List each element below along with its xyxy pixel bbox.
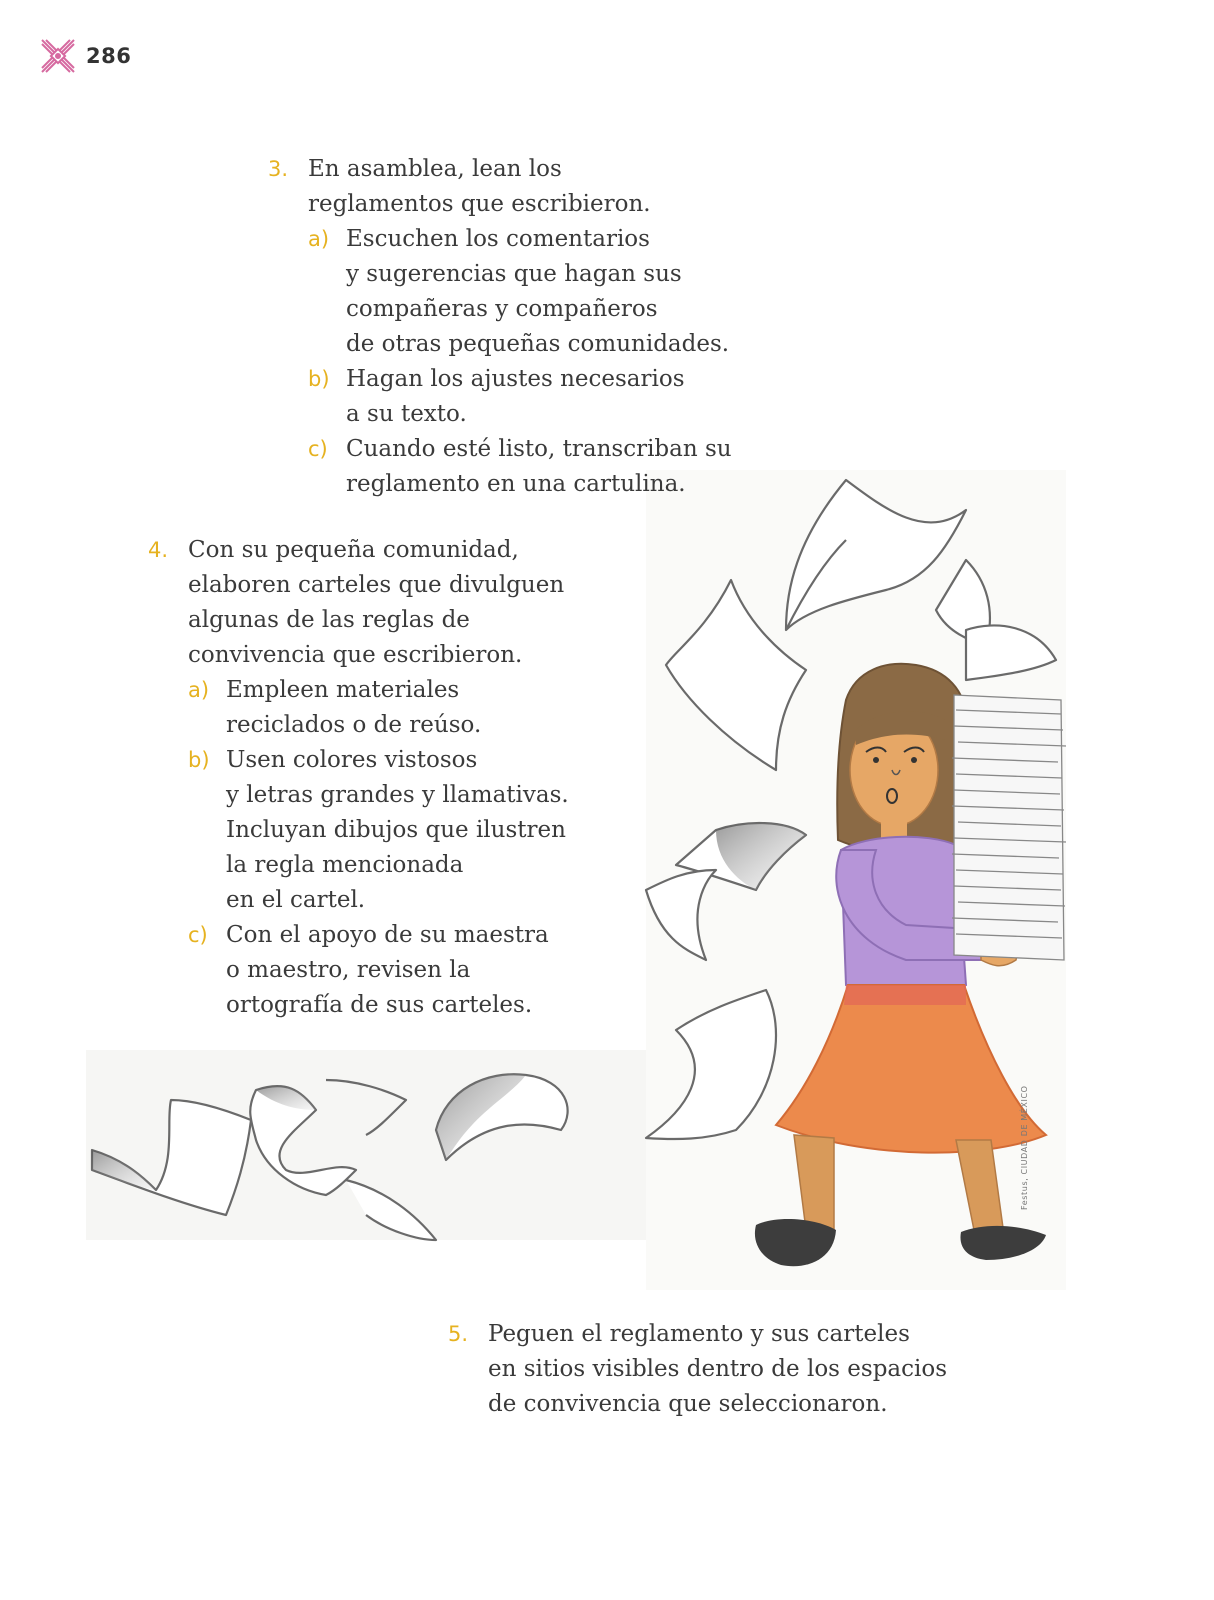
pink-woven-cross-icon — [38, 36, 78, 76]
substep-letter: c) — [188, 923, 208, 947]
substep-text-line: Incluyan dibujos que ilustren — [226, 817, 566, 843]
step-text-line: Con su pequeña comunidad, — [188, 537, 519, 563]
step-number: 3. — [268, 157, 289, 181]
substep-letter: b) — [308, 367, 330, 391]
substep-letter: a) — [188, 678, 210, 702]
substep-text-line: y sugerencias que hagan sus — [346, 261, 682, 287]
step-text-line: de convivencia que seleccionaron. — [488, 1391, 888, 1417]
step-number: 4. — [148, 538, 169, 562]
substep-text-line: y letras grandes y llamativas. — [226, 782, 569, 808]
step-text-line: elaboren carteles que divulguen — [188, 572, 565, 598]
substep-text-line: Usen colores vistosos — [226, 747, 478, 773]
step-3 — [268, 152, 732, 502]
substep-a — [188, 673, 569, 743]
substep-text-line: Hagan los ajustes necesarios — [346, 366, 685, 392]
step-text-line: en sitios visibles dentro de los espacios — [488, 1356, 948, 1382]
substep-text-line: Con el apoyo de su maestra — [226, 922, 549, 948]
step-5 — [448, 1317, 947, 1422]
substep-a — [308, 222, 732, 362]
substep-b — [308, 362, 732, 432]
substep-letter: a) — [308, 227, 330, 251]
substep-text-line: de otras pequeñas comunidades. — [346, 331, 730, 357]
substep-letter: c) — [308, 437, 328, 461]
step-text-line: convivencia que escribieron. — [188, 642, 523, 668]
step-text-line: algunas de las reglas de — [188, 607, 470, 633]
substep-text-line: compañeras y compañeros — [346, 296, 658, 322]
substep-text-line: Empleen materiales — [226, 677, 460, 703]
substep-text-line: reciclados o de reúso. — [226, 712, 482, 738]
substep-text-line: Cuando esté listo, transcriban su — [346, 436, 732, 462]
substep-text-line: en el cartel. — [226, 887, 366, 913]
step-4 — [148, 533, 569, 1023]
page-number: 286 — [86, 44, 132, 68]
substep-text-line: o maestro, revisen la — [226, 957, 471, 983]
substep-text-line: a su texto. — [346, 401, 467, 427]
substep-text-line: la regla mencionada — [226, 852, 464, 878]
substep-letter: b) — [188, 748, 210, 772]
step-text-line: En asamblea, lean los — [308, 156, 562, 182]
illustration-credit: Festus, CIUDAD DE MÉXICO — [1020, 1085, 1029, 1210]
substep-b — [188, 743, 569, 918]
substep-text-line: Escuchen los comentarios — [346, 226, 650, 252]
step-text-line: reglamentos que escribieron. — [308, 191, 651, 217]
page-header — [38, 36, 131, 76]
substep-c — [188, 918, 569, 1023]
substep-text-line: reglamento en una cartulina. — [346, 471, 686, 497]
step-number: 5. — [448, 1322, 469, 1346]
substep-text-line: ortografía de sus carteles. — [226, 992, 533, 1018]
step-text-line: Peguen el reglamento y sus carteles — [488, 1321, 910, 1347]
substep-c — [308, 432, 732, 502]
